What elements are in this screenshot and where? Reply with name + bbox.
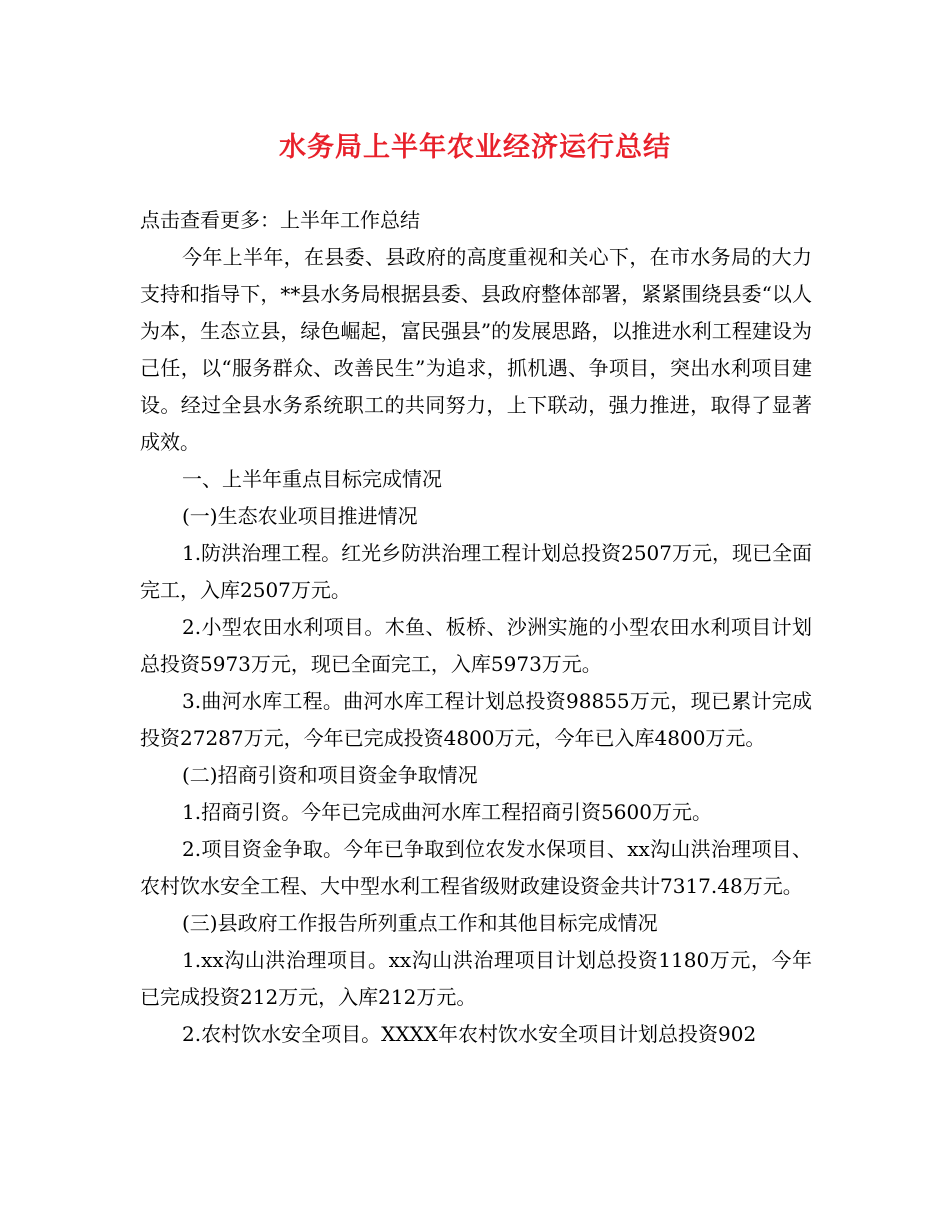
paragraph-item: 1.xx沟山洪治理项目。xx沟山洪治理项目计划总投资1180万元，今年已完成投资212万元，入库212万元。 bbox=[140, 948, 812, 1009]
paragraph-item: 2.项目资金争取。今年已争取到位农发水保项目、xx沟山洪治理项目、农村饮水安全工程、大中型水利工程省级财政建设资金共计7317.48万元。 bbox=[140, 837, 812, 898]
paragraph-intro: 今年上半年，在县委、县政府的高度重视和关心下，在市水务局的大力支持和指导下，**县水务局根据县委、县政府整体部署，紧紧围绕县委“以人为本，生态立县，绿色崛起，富民强县”的发展思路，以推进水利工程建设为己任，以“服务群众、改善民生”为追求，抓机遇、争项目，突出水利项目建设。经过全县水务系统职工的共同努力，上下联动，强力推进，取得了显著成效。 bbox=[140, 245, 812, 454]
document-title: 水务局上半年农业经济运行总结 bbox=[279, 132, 671, 163]
paragraph-item: 2.农村饮水安全项目。XXXX年农村饮水安全项目计划总投资902 bbox=[182, 1022, 757, 1046]
paragraph-item: 1.招商引资。今年已完成曲河水库工程招商引资5600万元。 bbox=[182, 800, 712, 824]
paragraph-item: 1.防洪治理工程。红光乡防洪治理工程计划总投资2507万元，现已全面完工，入库2507万元。 bbox=[140, 541, 812, 602]
document-body bbox=[140, 202, 812, 1053]
subsection-heading-1: (一)生态农业项目推进情况 bbox=[182, 504, 418, 528]
subsection-heading-2: (二)招商引资和项目资金争取情况 bbox=[182, 763, 478, 787]
subsection-heading-3: (三)县政府工作报告所列重点工作和其他目标完成情况 bbox=[182, 911, 658, 935]
more-link[interactable]: 点击查看更多：上半年工作总结 bbox=[140, 208, 420, 232]
paragraph-item: 3.曲河水库工程。曲河水库工程计划总投资98855万元，现已累计完成投资27287万元，今年已完成投资4800万元，今年已入库4800万元。 bbox=[140, 689, 812, 750]
section-heading-1: 一、上半年重点目标完成情况 bbox=[182, 467, 442, 491]
paragraph-item: 2.小型农田水利项目。木鱼、板桥、沙洲实施的小型农田水利项目计划总投资5973万元，现已全面完工，入库5973万元。 bbox=[140, 615, 812, 676]
